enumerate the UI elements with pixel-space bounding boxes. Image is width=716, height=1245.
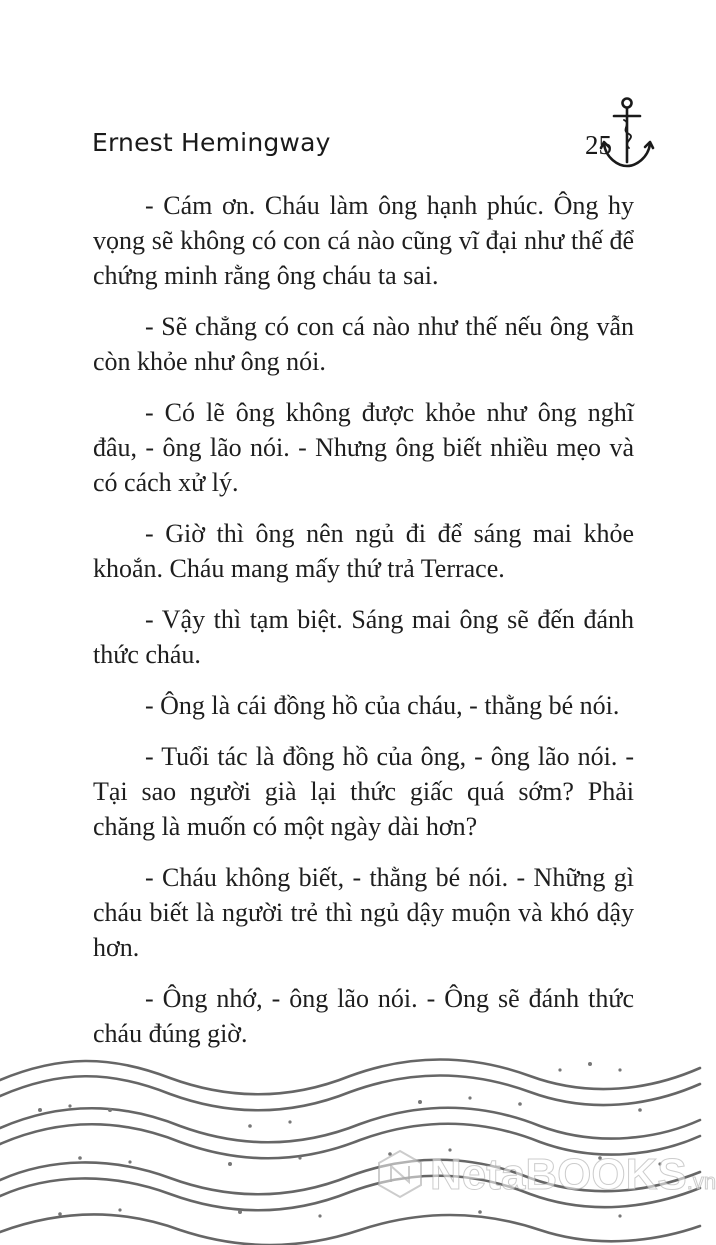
watermark-brand: NetaBOOKS [430,1150,687,1199]
watermark-suffix: .vn [686,1169,716,1194]
anchor-icon [598,96,656,172]
netabooks-logo-icon [374,1148,426,1200]
page-number: 25 [585,130,612,160]
paragraph: - Cám ơn. Cháu làm ông hạnh phúc. Ông hy vọng sẽ không có con cá nào cũng vĩ đại như thế để chứng minh rằng ông cháu ta sai. [93,191,634,290]
paragraph: - Có lẽ ông không được khỏe như ông nghĩ đâu, - ông lão nói. - Nhưng ông biết nhiều mẹo và có cách xử lý. [93,398,634,497]
paragraph: - Ông là cái đồng hồ của cháu, - thằng bé nói. [145,691,620,720]
paragraph: - Ông nhớ, - ông lão nói. - Ông sẽ đánh thức cháu đúng giờ. [93,984,634,1048]
paragraph: - Vậy thì tạm biệt. Sáng mai ông sẽ đến đánh thức cháu. [93,605,634,669]
paragraph: - Giờ thì ông nên ngủ đi để sáng mai khỏe khoắn. Cháu mang mấy thứ trả Terrace. [93,519,634,583]
watermark [370,1142,716,1212]
paragraph: - Cháu không biết, - thằng bé nói. - Những gì cháu biết là người trẻ thì ngủ dậy muộn và khó dậy hơn. [93,863,634,962]
body-text [93,188,634,1067]
paragraph: - Sẽ chẳng có con cá nào như thế nếu ông vẫn còn khỏe như ông nói. [93,312,634,376]
paragraph: - Tuổi tác là đồng hồ của ông, - ông lão nói. - Tại sao người già lại thức giấc quá sớm? Phải chăng là muốn có một ngày dài hơn? [93,742,634,841]
watermark-text [430,1150,716,1200]
author-name: Ernest Hemingway [92,128,331,157]
running-header [92,122,612,172]
